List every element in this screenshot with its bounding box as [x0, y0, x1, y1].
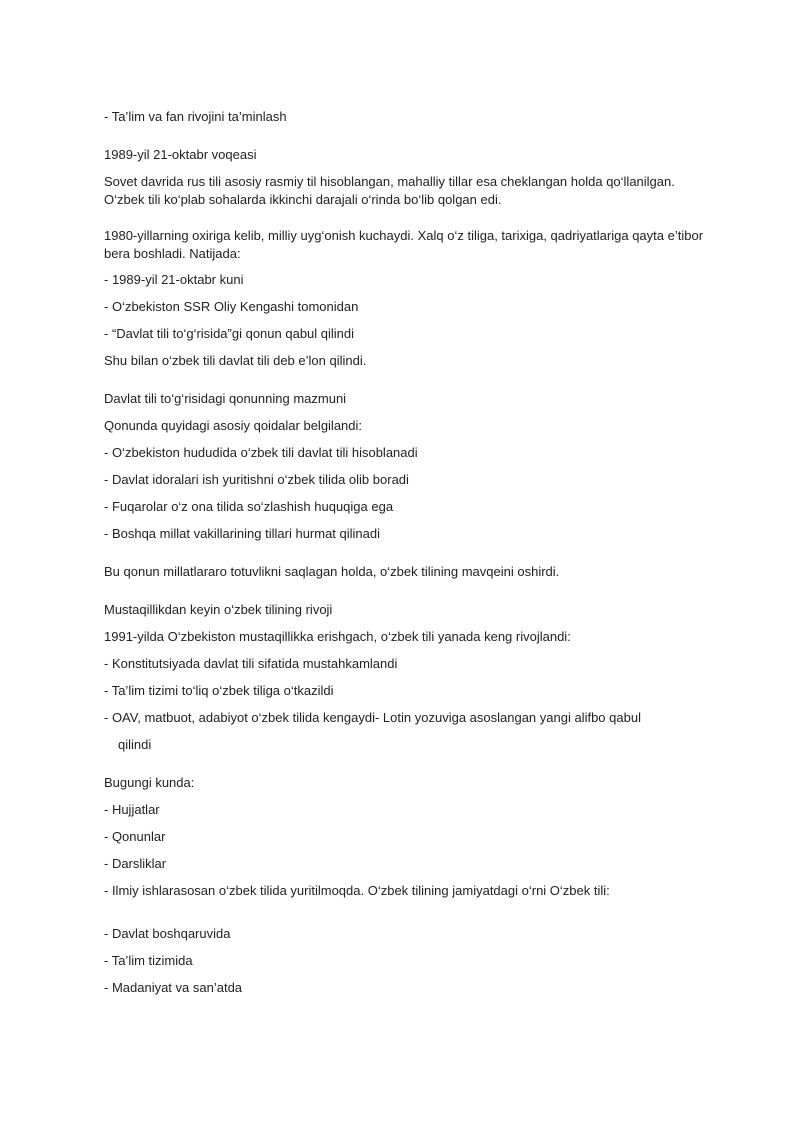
- list-item-continuation: qilindi: [118, 737, 152, 752]
- list-item: - Konstitutsiyada davlat tili sifatida mustahkamlandi: [104, 656, 398, 671]
- list-item: - Davlat idoralari ish yuritishni o‘zbek tilida olib boradi: [104, 472, 409, 487]
- list-item: - Fuqarolar o‘z ona tilida so‘zlashish huquqiga ega: [104, 499, 394, 514]
- list-item: - Ta’lim tizimi to‘liq o‘zbek tiliga o‘tkazildi: [104, 683, 334, 698]
- list-item: - Hujjatlar: [104, 802, 160, 817]
- section-heading: Mustaqillikdan keyin o‘zbek tilining rivoji: [104, 602, 333, 617]
- paragraph: 1991-yilda O‘zbekiston mustaqillikka erishgach, o‘zbek tili yanada keng rivojlandi:: [104, 629, 571, 644]
- list-item: - 1989-yil 21-oktabr kuni: [104, 272, 244, 287]
- paragraph: Qonunda quyidagi asosiy qoidalar belgilandi:: [104, 418, 363, 433]
- list-item: - Qonunlar: [104, 829, 166, 844]
- list-item: - Boshqa millat vakillarining tillari hurmat qilinadi: [104, 526, 381, 541]
- list-item: - Ta’lim va fan rivojini ta’minlash: [104, 109, 287, 124]
- paragraph: Bu qonun millatlararo totuvlikni saqlagan holda, o‘zbek tilining mavqeini oshirdi.: [104, 564, 560, 579]
- list-item: - “Davlat tili to‘g‘risida”gi qonun qabul qilindi: [104, 326, 355, 341]
- list-item: - Ilmiy ishlarasosan o‘zbek tilida yuritilmoqda. O‘zbek tilining jamiyatdagi o‘rni O‘zbek tili:: [104, 883, 610, 898]
- section-heading: Davlat tili to‘g‘risidagi qonunning mazmuni: [104, 391, 347, 406]
- paragraph: Bugungi kunda:: [104, 775, 195, 790]
- list-item: - O‘zbekiston hududida o‘zbek tili davlat tili hisoblanadi: [104, 445, 418, 460]
- list-item: - Darsliklar: [104, 856, 167, 871]
- paragraph: Shu bilan o‘zbek tili davlat tili deb e’lon qilindi.: [104, 353, 367, 368]
- section-heading: 1989-yil 21-oktabr voqeasi: [104, 147, 257, 162]
- list-item: - Davlat boshqaruvida: [104, 926, 231, 941]
- paragraph: 1980-yillarning oxiriga kelib, milliy uyg‘onish kuchaydi. Xalq o‘z tiliga, tarixiga, qadriyatlariga qayta e’tibor bera boshladi. Natijada:: [104, 228, 704, 261]
- list-item: - Madaniyat va san’atda: [104, 980, 243, 995]
- list-item: - Ta’lim tizimida: [104, 953, 193, 968]
- list-item: - OAV, matbuot, adabiyot o‘zbek tilida kengaydi- Lotin yozuviga asoslangan yangi alifbo qabul: [104, 710, 641, 725]
- paragraph: Sovet davrida rus tili asosiy rasmiy til hisoblangan, mahalliy tillar esa cheklangan holda qo‘llanilgan. O‘zbek tili ko‘plab sohalarda ikkinchi darajali o‘rinda bo‘lib qolgan edi.: [104, 174, 675, 207]
- list-item: - O‘zbekiston SSR Oliy Kengashi tomonidan: [104, 299, 359, 314]
